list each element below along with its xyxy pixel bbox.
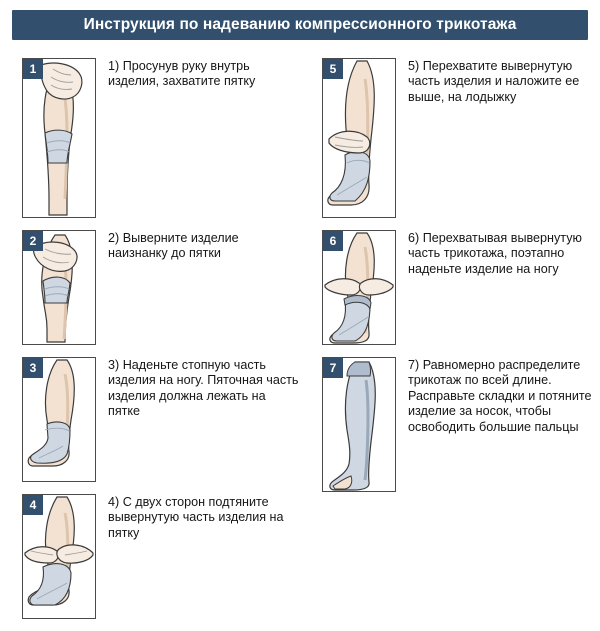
left-column — [0, 58, 300, 631]
poster-header — [12, 10, 588, 40]
step-figure-step-by-step-pull-up — [322, 230, 396, 345]
step-number-badge: 3 — [23, 358, 43, 378]
step-item — [300, 357, 600, 492]
steps-columns — [0, 58, 600, 631]
step-number-badge: 1 — [23, 59, 43, 79]
step-figure-turning-stocking-inside-out — [22, 230, 96, 345]
step-text: 3) Наденьте стопную часть изделия на ногу. Пяточная часть изделия должна лежать на пятке — [108, 358, 299, 419]
page-title: Инструкция по надеванию компрессионного трикотажа — [83, 16, 517, 33]
step-number-badge: 6 — [323, 231, 343, 251]
step-item — [300, 230, 600, 345]
step-figure-hand-inside-stocking — [22, 58, 96, 218]
step-number-badge: 4 — [23, 495, 43, 515]
step-item — [0, 58, 300, 218]
step-text: 1) Просунув руку внутрь изделия, захватите пятку — [108, 59, 256, 89]
step-figure-foot-part-on-leg — [22, 357, 96, 482]
step-number-badge: 2 — [23, 231, 43, 251]
step-number-badge: 7 — [323, 358, 343, 378]
step-item — [300, 58, 600, 218]
step-item — [0, 494, 300, 619]
step-text: 7) Равномерно распределите трикотаж по всей длине. Расправьте складки и потяните изделие за носок, чтобы освободить большие пальцы — [408, 358, 592, 434]
step-item — [0, 357, 300, 482]
step-text: 6) Перехватывая вывернутую часть трикотажа, поэтапно наденьте изделие на ногу — [408, 231, 582, 276]
leg-illustration — [323, 59, 395, 217]
instruction-poster — [0, 10, 600, 594]
step-number-badge: 5 — [323, 59, 343, 79]
right-column — [300, 58, 600, 631]
step-text: 2) Выверните изделие наизнанку до пятки — [108, 231, 239, 261]
leg-illustration — [23, 59, 95, 217]
step-figure-final-smoothing — [322, 357, 396, 492]
step-figure-pull-up-to-ankle — [322, 58, 396, 218]
step-figure-pull-over-heel — [22, 494, 96, 619]
step-item — [0, 230, 300, 345]
step-text: 5) Перехватите вывернутую часть изделия и наложите ее выше, на лодыжку — [408, 59, 580, 104]
step-text: 4) С двух сторон подтяните вывернутую часть изделия на пятку — [108, 495, 284, 540]
